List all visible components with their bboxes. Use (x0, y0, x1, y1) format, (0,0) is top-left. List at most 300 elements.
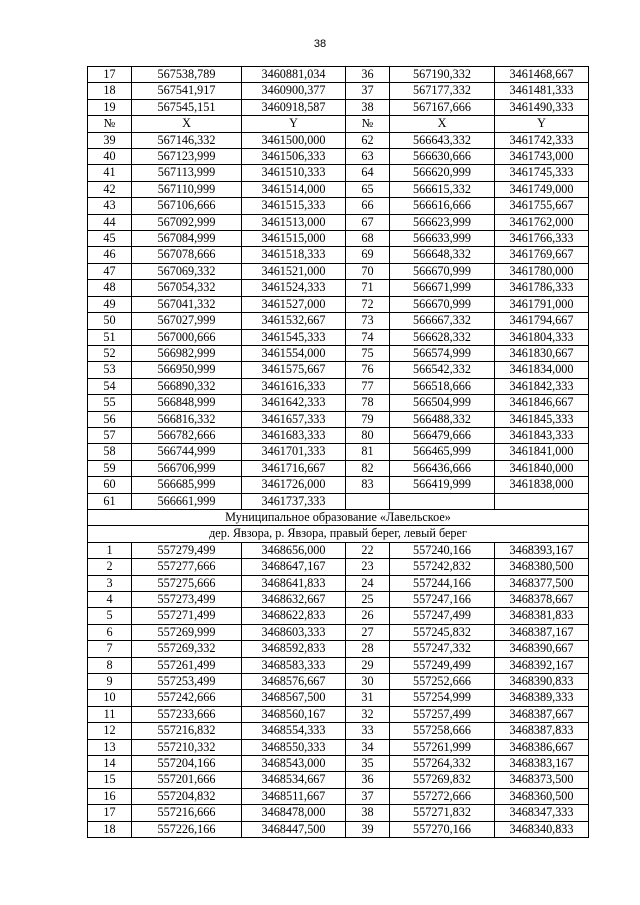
table-cell: 36 (346, 67, 390, 83)
table-cell: 566633,999 (390, 231, 495, 247)
table-cell: 3468550,333 (242, 739, 346, 755)
table-cell: 51 (88, 329, 132, 345)
table-cell: 4 (88, 592, 132, 608)
table-cell: 3468340,833 (495, 821, 589, 837)
table-cell: 3461846,667 (495, 395, 589, 411)
table-cell: 557273,499 (132, 592, 242, 608)
table-row (88, 198, 589, 214)
table-cell: 65 (346, 181, 390, 197)
table-cell: 3468387,833 (495, 723, 589, 739)
table-cell: 13 (88, 739, 132, 755)
table-cell: 566706,999 (132, 460, 242, 476)
table-cell: 76 (346, 362, 390, 378)
table-cell: 3461726,000 (242, 477, 346, 493)
table-cell: 77 (346, 378, 390, 394)
table-cell: 3461755,667 (495, 198, 589, 214)
table-cell: 41 (88, 165, 132, 181)
table-cell: 3461510,333 (242, 165, 346, 181)
table-row (88, 460, 589, 476)
table-cell: 18 (88, 83, 132, 99)
table-row (88, 362, 589, 378)
table-cell: 30 (346, 674, 390, 690)
table-cell: 37 (346, 83, 390, 99)
table-cell: 566744,999 (132, 444, 242, 460)
table-row (88, 378, 589, 394)
table-cell: 557254,999 (390, 690, 495, 706)
table-cell: 3461804,333 (495, 329, 589, 345)
table-cell: 12 (88, 723, 132, 739)
table-cell: 566848,999 (132, 395, 242, 411)
table-cell: 27 (346, 624, 390, 640)
table-cell: 3460918,587 (242, 99, 346, 115)
table-cell: 43 (88, 198, 132, 214)
table-cell: 567545,151 (132, 99, 242, 115)
table-cell: 557272,666 (390, 788, 495, 804)
page-number: 38 (313, 38, 327, 50)
table-cell: 3468387,167 (495, 624, 589, 640)
table-header-row (88, 116, 589, 132)
table-cell: 75 (346, 345, 390, 361)
table-cell: 567538,789 (132, 67, 242, 83)
table-cell: 3468560,167 (242, 706, 346, 722)
table-cell: 3461762,000 (495, 214, 589, 230)
table-cell: 46 (88, 247, 132, 263)
coordinates-table-body (88, 67, 589, 838)
municipality-title-row (88, 509, 589, 525)
table-cell: 3468641,833 (242, 575, 346, 591)
table-cell: 74 (346, 329, 390, 345)
table-cell: 3468543,000 (242, 756, 346, 772)
table-cell: 566661,999 (132, 493, 242, 509)
table-row (88, 608, 589, 624)
table-cell: 567054,332 (132, 280, 242, 296)
table-cell: 17 (88, 805, 132, 821)
table-cell: 566630,666 (390, 149, 495, 165)
table-row (88, 674, 589, 690)
table-cell (495, 493, 589, 509)
table-row (88, 247, 589, 263)
table-cell: 557252,666 (390, 674, 495, 690)
table-row (88, 624, 589, 640)
table-cell: 567069,332 (132, 263, 242, 279)
table-cell: 3461834,000 (495, 362, 589, 378)
table-cell: 566982,999 (132, 345, 242, 361)
table-cell: 557279,499 (132, 542, 242, 558)
table-cell: 3461515,333 (242, 198, 346, 214)
table-cell: 557240,166 (390, 542, 495, 558)
section-title-row (88, 526, 589, 542)
table-cell: 557216,832 (132, 723, 242, 739)
table-row (88, 231, 589, 247)
table-cell: 3461843,333 (495, 427, 589, 443)
table-cell: 3468390,833 (495, 674, 589, 690)
table-cell: 3468389,333 (495, 690, 589, 706)
table-cell: 38 (346, 805, 390, 821)
table-cell: 3461527,000 (242, 296, 346, 312)
table-row (88, 805, 589, 821)
table-cell: 566667,332 (390, 313, 495, 329)
table-row (88, 345, 589, 361)
table-cell: 3468478,000 (242, 805, 346, 821)
table-cell: 3468576,667 (242, 674, 346, 690)
table-cell: 3468377,500 (495, 575, 589, 591)
table-cell: 2 (88, 559, 132, 575)
table-cell: 3461830,667 (495, 345, 589, 361)
table-cell: 80 (346, 427, 390, 443)
table-cell: 1 (88, 542, 132, 558)
table-cell: 8 (88, 657, 132, 673)
table-cell: 67 (346, 214, 390, 230)
table-cell: 557233,666 (132, 706, 242, 722)
table-cell: 557204,166 (132, 756, 242, 772)
table-cell: 566782,666 (132, 427, 242, 443)
table-row (88, 329, 589, 345)
table-cell: 32 (346, 706, 390, 722)
table-cell: 3461616,333 (242, 378, 346, 394)
table-cell: 566671,999 (390, 280, 495, 296)
table-cell: 3461840,000 (495, 460, 589, 476)
table-cell (346, 493, 390, 509)
table-cell: 60 (88, 477, 132, 493)
table-row (88, 395, 589, 411)
table-cell: 64 (346, 165, 390, 181)
table-cell: 567092,999 (132, 214, 242, 230)
municipality-title: Муниципальное образование «Лавельское» (88, 509, 589, 525)
table-cell: 3461500,000 (242, 132, 346, 148)
table-cell: 557270,166 (390, 821, 495, 837)
table-cell: 566648,332 (390, 247, 495, 263)
table-cell: 566465,999 (390, 444, 495, 460)
table-cell: 557264,332 (390, 756, 495, 772)
table-cell: 3468447,500 (242, 821, 346, 837)
table-cell: 567110,999 (132, 181, 242, 197)
table-cell: 557269,832 (390, 772, 495, 788)
table-cell: 3461490,333 (495, 99, 589, 115)
table-cell: 557216,666 (132, 805, 242, 821)
table-cell: 557275,666 (132, 575, 242, 591)
table-row (88, 313, 589, 329)
table-cell: 52 (88, 345, 132, 361)
table-cell: 3461532,667 (242, 313, 346, 329)
table-row (88, 756, 589, 772)
table-cell: 3468383,167 (495, 756, 589, 772)
table-cell: X (132, 116, 242, 132)
table-cell: 3460881,034 (242, 67, 346, 83)
table-cell: 557257,499 (390, 706, 495, 722)
table-cell: 23 (346, 559, 390, 575)
table-cell: 50 (88, 313, 132, 329)
table-cell (390, 493, 495, 509)
table-row (88, 821, 589, 837)
table-cell: 3461701,333 (242, 444, 346, 460)
table-cell: 557271,499 (132, 608, 242, 624)
table-row (88, 67, 589, 83)
table-row (88, 132, 589, 148)
table-cell: 3468622,833 (242, 608, 346, 624)
table-cell: 3468534,667 (242, 772, 346, 788)
table-cell: 566574,999 (390, 345, 495, 361)
table-cell: 3 (88, 575, 132, 591)
table-cell: 40 (88, 149, 132, 165)
table-cell: 3461749,000 (495, 181, 589, 197)
table-cell: 15 (88, 772, 132, 788)
table-cell: 567167,666 (390, 99, 495, 115)
table-cell: 56 (88, 411, 132, 427)
table-cell: 16 (88, 788, 132, 804)
table-cell: 3468347,333 (495, 805, 589, 821)
table-cell: 566504,999 (390, 395, 495, 411)
table-cell: 34 (346, 739, 390, 755)
table-cell: 22 (346, 542, 390, 558)
table-cell: № (88, 116, 132, 132)
table-row (88, 739, 589, 755)
table-row (88, 723, 589, 739)
table-row (88, 181, 589, 197)
table-cell: 3468632,667 (242, 592, 346, 608)
table-cell: 567084,999 (132, 231, 242, 247)
table-cell: 14 (88, 756, 132, 772)
table-cell: № (346, 116, 390, 132)
table-cell: 54 (88, 378, 132, 394)
table-cell: 18 (88, 821, 132, 837)
table-cell: Y (242, 116, 346, 132)
table-cell: 3461575,667 (242, 362, 346, 378)
table-cell: 24 (346, 575, 390, 591)
table-cell: 3461745,333 (495, 165, 589, 181)
table-cell: 566488,332 (390, 411, 495, 427)
table-cell: 39 (346, 821, 390, 837)
table-cell: 557247,332 (390, 641, 495, 657)
table-cell: 61 (88, 493, 132, 509)
table-row (88, 427, 589, 443)
table-cell: 6 (88, 624, 132, 640)
table-cell: 5 (88, 608, 132, 624)
table-cell: 3468647,167 (242, 559, 346, 575)
table-cell: 66 (346, 198, 390, 214)
table-cell: 3468583,333 (242, 657, 346, 673)
table-cell: 3468360,500 (495, 788, 589, 804)
table-cell: Y (495, 116, 589, 132)
table-row (88, 772, 589, 788)
table-cell: 3461514,000 (242, 181, 346, 197)
table-cell: 63 (346, 149, 390, 165)
table-cell: 72 (346, 296, 390, 312)
table-cell: 567190,332 (390, 67, 495, 83)
table-cell: 557210,332 (132, 739, 242, 755)
table-cell: 3461554,000 (242, 345, 346, 361)
table-cell: 7 (88, 641, 132, 657)
table-cell: 38 (346, 99, 390, 115)
table-cell: 45 (88, 231, 132, 247)
table-cell: 3461743,000 (495, 149, 589, 165)
table-row (88, 296, 589, 312)
table-cell: 70 (346, 263, 390, 279)
table-cell: 58 (88, 444, 132, 460)
table-cell: 19 (88, 99, 132, 115)
table-cell: 73 (346, 313, 390, 329)
table-cell: 3461716,667 (242, 460, 346, 476)
table-cell: 59 (88, 460, 132, 476)
table-cell: 557269,999 (132, 624, 242, 640)
table-cell: 3461842,333 (495, 378, 589, 394)
table-row (88, 263, 589, 279)
table-row (88, 214, 589, 230)
table-cell: 557247,166 (390, 592, 495, 608)
table-row (88, 706, 589, 722)
table-cell: 566419,999 (390, 477, 495, 493)
table-cell: 557204,832 (132, 788, 242, 804)
table-row (88, 444, 589, 460)
table-cell: 566620,999 (390, 165, 495, 181)
table-cell: 49 (88, 296, 132, 312)
table-cell: 62 (346, 132, 390, 148)
table-cell: 566615,332 (390, 181, 495, 197)
table-cell: 78 (346, 395, 390, 411)
table-row (88, 542, 589, 558)
table-row (88, 575, 589, 591)
table-cell: 3461518,333 (242, 247, 346, 263)
table-cell: 3468387,667 (495, 706, 589, 722)
table-cell: 566623,999 (390, 214, 495, 230)
section-title: дер. Явзора, р. Явзора, правый берег, левый берег (88, 526, 589, 542)
table-row (88, 641, 589, 657)
table-cell: 29 (346, 657, 390, 673)
table-cell: 3461524,333 (242, 280, 346, 296)
table-cell: 11 (88, 706, 132, 722)
table-cell: 3461794,667 (495, 313, 589, 329)
table-cell: 68 (346, 231, 390, 247)
table-row (88, 165, 589, 181)
table-cell: 3468373,500 (495, 772, 589, 788)
table-cell: 3460900,377 (242, 83, 346, 99)
table-cell: 3461642,333 (242, 395, 346, 411)
table-cell: 566643,332 (390, 132, 495, 148)
table-cell: 3461742,333 (495, 132, 589, 148)
table-cell: 567041,332 (132, 296, 242, 312)
table-cell: 566542,332 (390, 362, 495, 378)
table-cell: 557261,999 (390, 739, 495, 755)
table-cell: 567000,666 (132, 329, 242, 345)
table-cell: 3461845,333 (495, 411, 589, 427)
table-cell: 37 (346, 788, 390, 804)
table-cell: 566950,999 (132, 362, 242, 378)
table-cell: 3468554,333 (242, 723, 346, 739)
table-cell: 57 (88, 427, 132, 443)
table-cell: 36 (346, 772, 390, 788)
table-row (88, 592, 589, 608)
table-cell: 26 (346, 608, 390, 624)
table-cell: 557269,332 (132, 641, 242, 657)
table-cell: 33 (346, 723, 390, 739)
table-cell: 3461506,333 (242, 149, 346, 165)
table-row (88, 99, 589, 115)
table-cell: 557201,666 (132, 772, 242, 788)
table-cell: 3461683,333 (242, 427, 346, 443)
table-cell: 3461769,667 (495, 247, 589, 263)
table-cell: 567113,999 (132, 165, 242, 181)
table-cell: 31 (346, 690, 390, 706)
table-cell: 79 (346, 411, 390, 427)
table-cell: 567541,917 (132, 83, 242, 99)
table-cell: 3461481,333 (495, 83, 589, 99)
table-cell: 566628,332 (390, 329, 495, 345)
table-cell: 557277,666 (132, 559, 242, 575)
table-cell: 3468386,667 (495, 739, 589, 755)
table-cell: 567146,332 (132, 132, 242, 148)
table-cell: 566670,999 (390, 296, 495, 312)
table-cell: 3461737,333 (242, 493, 346, 509)
table-cell: 3461791,000 (495, 296, 589, 312)
table-cell: 3461468,667 (495, 67, 589, 83)
table-cell: 566436,666 (390, 460, 495, 476)
table-cell: 557242,832 (390, 559, 495, 575)
table-cell: 3461545,333 (242, 329, 346, 345)
table-cell: 557247,499 (390, 608, 495, 624)
table-cell: 3468378,667 (495, 592, 589, 608)
table-cell: 82 (346, 460, 390, 476)
table-cell: 83 (346, 477, 390, 493)
table-cell: 557258,666 (390, 723, 495, 739)
table-cell: 55 (88, 395, 132, 411)
table-cell: 3461513,000 (242, 214, 346, 230)
table-row (88, 690, 589, 706)
table-cell: 3461521,000 (242, 263, 346, 279)
coordinates-table (87, 66, 589, 838)
table-cell: 566479,666 (390, 427, 495, 443)
table-row (88, 559, 589, 575)
table-cell: 44 (88, 214, 132, 230)
table-cell: 53 (88, 362, 132, 378)
table-row (88, 788, 589, 804)
table-cell: 3468592,833 (242, 641, 346, 657)
table-cell: 557249,499 (390, 657, 495, 673)
table-cell: 566670,999 (390, 263, 495, 279)
table-cell: 3461766,333 (495, 231, 589, 247)
table-cell: 81 (346, 444, 390, 460)
table-cell: 3461515,000 (242, 231, 346, 247)
table-cell: 567078,666 (132, 247, 242, 263)
table-cell: 567177,332 (390, 83, 495, 99)
table-cell: 10 (88, 690, 132, 706)
table-cell: 47 (88, 263, 132, 279)
table-cell: 3468656,000 (242, 542, 346, 558)
table-cell: 3468603,333 (242, 624, 346, 640)
table-row (88, 493, 589, 509)
table-cell: 3461657,333 (242, 411, 346, 427)
table-cell: 28 (346, 641, 390, 657)
table-cell: 9 (88, 674, 132, 690)
table-cell: 566518,666 (390, 378, 495, 394)
table-cell: 567027,999 (132, 313, 242, 329)
table-row (88, 280, 589, 296)
table-cell: 3468381,833 (495, 608, 589, 624)
table-cell: 17 (88, 67, 132, 83)
table-cell: 3468393,167 (495, 542, 589, 558)
table-cell: 567123,999 (132, 149, 242, 165)
table-cell: 567106,666 (132, 198, 242, 214)
table-cell: 3468511,667 (242, 788, 346, 804)
table-cell: 3461780,000 (495, 263, 589, 279)
table-cell: 35 (346, 756, 390, 772)
table-cell: 557242,666 (132, 690, 242, 706)
table-row (88, 477, 589, 493)
table-row (88, 657, 589, 673)
table-cell: 557244,166 (390, 575, 495, 591)
table-row (88, 149, 589, 165)
table-cell: 42 (88, 181, 132, 197)
table-cell: 25 (346, 592, 390, 608)
table-cell: 566616,666 (390, 198, 495, 214)
